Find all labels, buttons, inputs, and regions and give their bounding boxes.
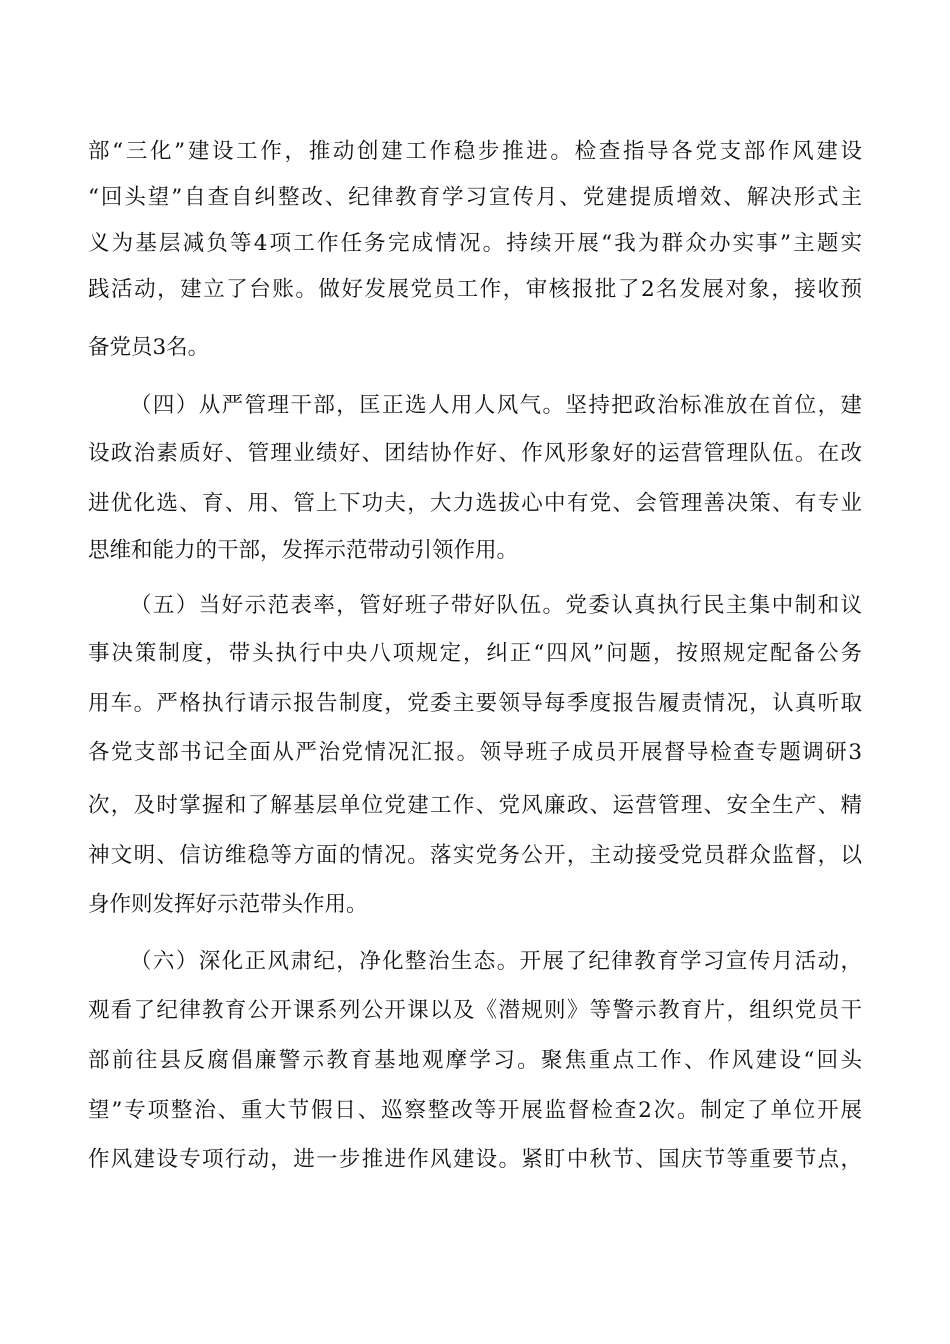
text-line: 观看了纪律教育公开课系列公开课以及《潜规则》等警示教育片，组织党员干	[88, 998, 862, 1023]
text-line: 设政治素质好、管理业绩好、团结协作好、作风形象好的运营管理队伍。在改	[88, 441, 862, 466]
text-line: “回头望”自查自纠整改、纪律教育学习宣传月、党建提质增效、解决形式主	[88, 185, 862, 210]
text-line: 思维和能力的干部，发挥示范带动引领作用。	[88, 538, 519, 563]
paragraph-heading-line: （四）从严管理干部，匡正选人用人风气。坚持把政治标准放在首位，建	[130, 393, 862, 418]
text-line: 作风建设专项行动，进一步推进作风建设。紧盯中秋节、国庆节等重要节点，	[88, 1147, 862, 1172]
text-line: 望”专项整治、重大节假日、巡察整改等开展监督检查2次。制定了单位开展	[88, 1098, 862, 1123]
text-line: 部“三化”建设工作，推动创建工作稳步推进。检查指导各党支部作风建设	[88, 139, 862, 164]
paragraph-heading-line: （五）当好示范表率，管好班子带好队伍。党委认真执行民主集中制和议	[130, 593, 862, 618]
text-line: 践活动，建立了台账。做好发展党员工作，审核报批了2名发展对象，接收预	[88, 277, 862, 302]
text-line: 身作则发挥好示范带头作用。	[88, 892, 368, 917]
text-line: 事决策制度，带头执行中央八项规定，纠正“四风”问题，按照规定配备公务	[88, 641, 862, 666]
text-line: 各党支部书记全面从严治党情况汇报。领导班子成员开展督导检查专题调研3	[88, 740, 862, 765]
text-line: 神文明、信访维稳等方面的情况。落实党务公开，主动接受党员群众监督，以	[88, 843, 862, 868]
text-line: 义为基层减负等4项工作任务完成情况。持续开展“我为群众办实事”主题实	[88, 231, 862, 256]
text-line: 部前往县反腐倡廉警示教育基地观摩学习。聚焦重点工作、作风建设“回头	[88, 1048, 862, 1073]
text-line: 用车。严格执行请示报告制度，党委主要领导每季度报告履责情况，认真听取	[88, 691, 862, 716]
text-line: 进优化选、育、用、管上下功夫，大力选拔心中有党、会管理善决策、有专业	[88, 491, 862, 516]
text-line: 次，及时掌握和了解基层单位党建工作、党风廉政、运营管理、安全生产、精	[88, 793, 862, 818]
text-line: 备党员3名。	[88, 335, 210, 360]
paragraph-heading-line: （六）深化正风肃纪，净化整治生态。开展了纪律教育学习宣传月活动，	[130, 949, 862, 974]
